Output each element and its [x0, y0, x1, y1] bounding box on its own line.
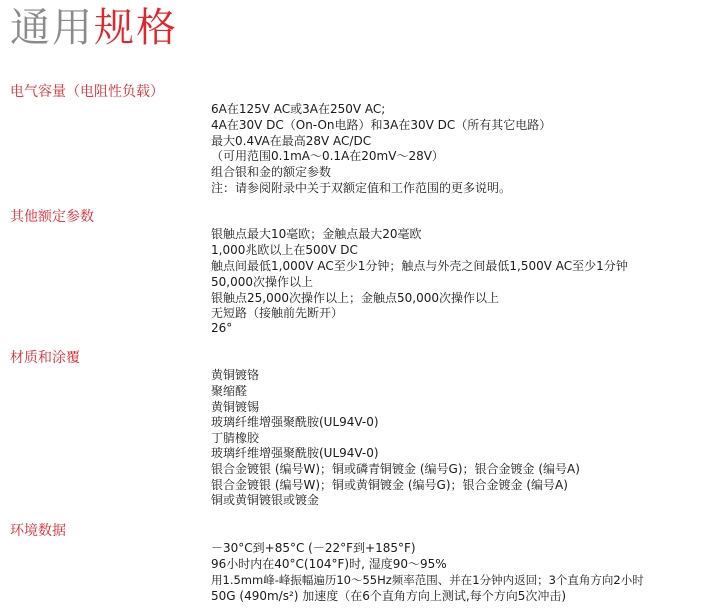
- page-title: [10, 2, 178, 54]
- spec-value: 无短路（接触前先断开）: [211, 306, 344, 320]
- spec-value: 黄铜镀铬: [211, 368, 260, 382]
- section-heading-materials: 材质和涂覆: [10, 350, 80, 366]
- spec-value: 96小时内在40°C(104°F)时, 湿度90～95%: [211, 557, 447, 571]
- page-title-part2: 规格: [94, 5, 178, 51]
- spec-value: 最大0.4VA在最高28V AC/DC: [211, 134, 372, 148]
- spec-value: 触点间最低1,000V AC至少1分钟；触点与外壳之间最低1,500V AC至少1分钟: [211, 259, 628, 273]
- spec-value: 银触点25,000次操作以上；金触点50,000次操作以上: [211, 291, 499, 305]
- spec-value: 50G (490m/s²) 加速度（在6个直角方向上测试,每个方向5次冲击): [211, 589, 567, 603]
- section-heading-environmental: 环境数据: [10, 523, 66, 539]
- section-heading-electrical-rating: 电气容量（电阻性负载）: [10, 84, 164, 100]
- spec-value: 50,000次操作以上: [211, 275, 313, 289]
- page-title-part1: 通用: [10, 5, 94, 51]
- spec-value: 聚缩醛: [211, 384, 248, 398]
- spec-value: 银触点最大10毫欧；金触点最大20毫欧: [211, 227, 422, 241]
- spec-value: 银合金镀银 (编号W)；铜或磷青铜镀金 (编号G)；银合金镀金 (编号A): [211, 462, 580, 476]
- spec-value: 注：请参阅附录中关于双额定值和工作范围的更多说明。: [211, 181, 512, 195]
- spec-value: 6A在125V AC或3A在250V AC;: [211, 102, 386, 116]
- spec-value: 黄铜镀锡: [211, 400, 260, 414]
- spec-value: －30°C到+85°C (－22°F到+185°F): [211, 541, 416, 555]
- spec-value: 组合银和金的额定参数: [211, 165, 332, 179]
- spec-value: 26°: [211, 321, 233, 335]
- section-heading-other-ratings: 其他额定参数: [10, 209, 94, 225]
- spec-value: 铜或黄铜镀银或镀金: [211, 493, 320, 507]
- spec-value: （可用范围0.1mA～0.1A在20mV～28V）: [211, 149, 444, 163]
- spec-value: 丁腈橡胶: [211, 431, 260, 445]
- spec-value: 银合金镀银 (编号W)；铜或黄铜镀金 (编号G)；银合金镀金 (编号A): [211, 478, 568, 492]
- spec-value: 用1.5mm峰-峰振幅遍历10～55Hz频率范围、并在1分钟内返回；3个直角方向2小时: [211, 573, 644, 587]
- spec-value: 玻璃纤维增强聚酰胺(UL94V-0): [211, 446, 379, 460]
- spec-value: 1,000兆欧以上在500V DC: [211, 243, 358, 257]
- spec-value: 玻璃纤维增强聚酰胺(UL94V-0): [211, 415, 379, 429]
- spec-value: 4A在30V DC（On-On电路）和3A在30V DC（所有其它电路）: [211, 118, 552, 132]
